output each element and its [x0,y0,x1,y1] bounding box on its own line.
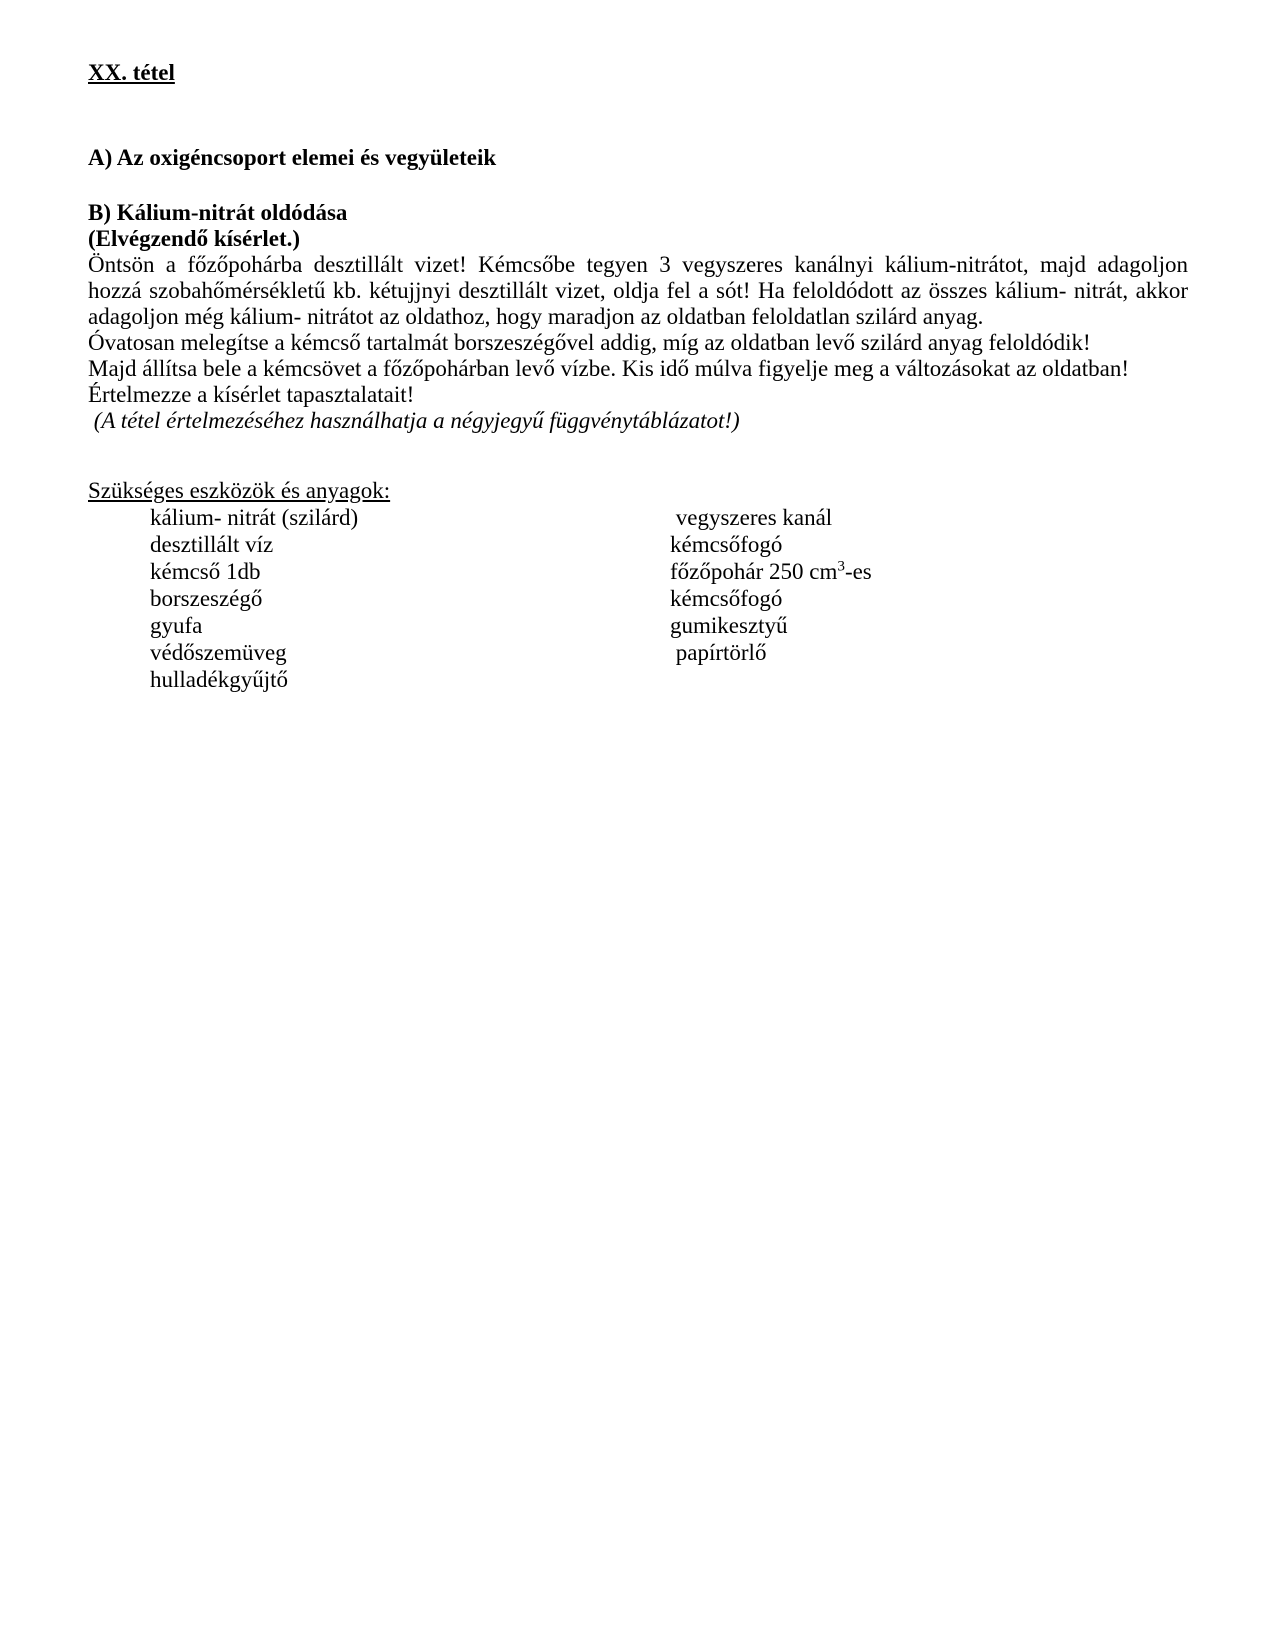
body-line: Óvatosan melegítse a kémcső tartalmát borszeszégővel addig, míg az oldatban levő szilárd anyag feloldódik! [88,330,1091,355]
material-row [88,531,1188,558]
materials-heading: Szükséges eszközök és anyagok: [88,478,391,503]
experiment-instructions [88,252,1188,434]
material-left: desztillált víz [150,532,274,557]
material-right-text: főzőpohár 250 cm [670,559,838,584]
material-row [88,504,1188,531]
material-row [88,585,1188,612]
material-left: gyufa [150,613,203,638]
body-line: Öntsön a főzőpohárba desztillált vizet! Kémcsőbe tegyen 3 vegyszeres kanálnyi kálium-nitrátot, majd adagoljon [88,252,1188,277]
material-right [670,531,782,558]
superscript: 3 [837,557,845,575]
material-right-text: kémcsőfogó [670,586,783,611]
material-left: borszeszégő [150,586,263,611]
body-line: hozzá szobahőmérsékletű kb. kétujjnyi desztillált vizet, oldja fel a sót! Ha feloldódott az összes kálium- nitrát, akkor [88,278,1188,303]
material-row [88,612,1188,639]
material-right [670,612,788,639]
material-left: kémcső 1db [150,559,261,584]
material-left: védőszemüveg [150,640,287,665]
spacer-before-materials [88,434,1188,478]
material-right [670,504,832,531]
material-right-text: kémcsőfogó [670,532,783,557]
material-row [88,639,1188,666]
page-title: XX. tétel [88,60,175,85]
usage-note: (A tétel értelmezéséhez használhatja a négyjegyű függvénytáblázatot!) [88,408,740,433]
section-a-heading: A) Az oxigéncsoport elemei és vegyületeik [88,145,497,170]
material-right-text: vegyszeres kanál [670,505,833,530]
material-left: kálium- nitrát (szilárd) [150,505,359,530]
material-right [670,585,782,612]
body-line: Majd állítsa bele a kémcsövet a főzőpohárban levő vízbe. Kis idő múlva figyelje meg a változásokat az oldatban! [88,356,1130,381]
spacer-after-title [88,86,1188,145]
material-right [670,639,766,666]
material-right-suffix: -es [844,559,872,584]
section-b-heading: B) Kálium-nitrát oldódása [88,200,348,225]
experiment-note-heading: (Elvégzendő kísérlet.) [88,226,301,251]
material-right-text: papírtörlő [670,640,767,665]
material-row [88,666,1188,693]
material-left: hulladékgyűjtő [150,667,288,692]
body-line: adagoljon még kálium- nitrátot az oldathoz, hogy maradjon az oldatban feloldatlan szilárd anyag. [88,304,984,329]
body-line: Értelmezze a kísérlet tapasztalatait! [88,382,415,407]
material-right-text: gumikesztyű [670,613,788,638]
document-content [88,60,1188,693]
materials-list [88,504,1188,693]
material-right [670,558,872,585]
material-row [88,558,1188,585]
spacer-between-sections [88,171,1188,200]
